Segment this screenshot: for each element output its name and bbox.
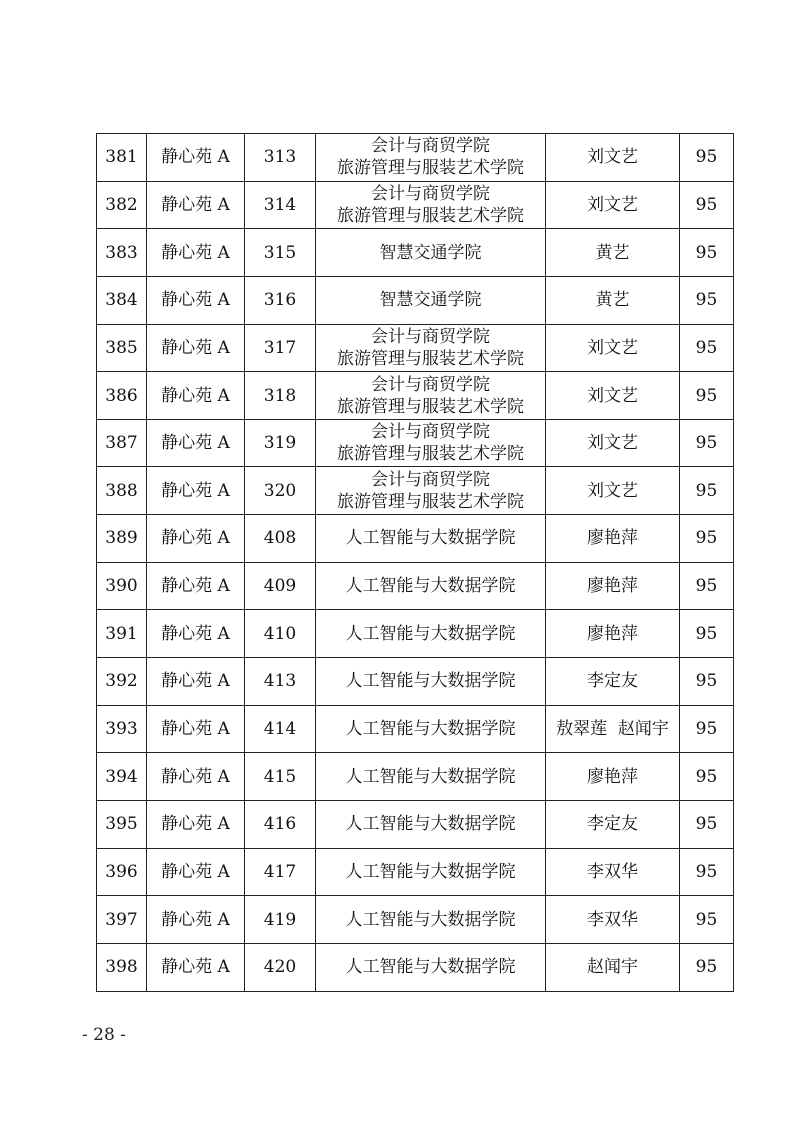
responsible-person-cell: 刘文艺: [546, 324, 680, 372]
college-cell: [316, 515, 546, 563]
college-name: 人工智能与大数据学院: [345, 623, 516, 644]
room-number-cell: 318: [245, 372, 316, 420]
responsible-person-cell: 李定友: [546, 800, 680, 848]
room-number-cell: 420: [245, 943, 316, 991]
room-number-cell: 410: [245, 610, 316, 658]
score-cell: 95: [680, 276, 734, 324]
building-cell: 静心苑 A: [147, 562, 245, 610]
college-name: 人工智能与大数据学院: [345, 861, 516, 882]
room-number-cell: 314: [245, 181, 316, 229]
college-cell: [316, 467, 546, 515]
building-cell: 静心苑 A: [147, 419, 245, 467]
table-row: [97, 610, 734, 658]
building-cell: 静心苑 A: [147, 372, 245, 420]
table-row: [97, 515, 734, 563]
row-number-cell: 386: [97, 372, 147, 420]
college-name: 旅游管理与服装艺术学院: [337, 491, 524, 512]
room-number-cell: 414: [245, 705, 316, 753]
responsible-person-cell: 廖艳萍: [546, 515, 680, 563]
score-cell: 95: [680, 372, 734, 420]
room-number-cell: 416: [245, 800, 316, 848]
building-cell: 静心苑 A: [147, 896, 245, 944]
responsible-person-cell: 黄艺: [546, 229, 680, 277]
college-name: 旅游管理与服装艺术学院: [337, 444, 524, 465]
college-cell: [316, 324, 546, 372]
score-cell: 95: [680, 658, 734, 706]
table-row: [97, 848, 734, 896]
building-cell: 静心苑 A: [147, 134, 245, 182]
table-row: [97, 134, 734, 182]
responsible-person-cell: 刘文艺: [546, 134, 680, 182]
table-row: [97, 467, 734, 515]
college-name: 人工智能与大数据学院: [345, 909, 516, 930]
responsible-person-cell: 廖艳萍: [546, 753, 680, 801]
row-number-cell: 398: [97, 943, 147, 991]
table-row: [97, 229, 734, 277]
room-number-cell: 413: [245, 658, 316, 706]
responsible-person-cell: 黄艺: [546, 276, 680, 324]
table-row: [97, 658, 734, 706]
building-cell: 静心苑 A: [147, 324, 245, 372]
responsible-person-cell: 廖艳萍: [546, 610, 680, 658]
college-name: 智慧交通学院: [379, 242, 482, 263]
score-cell: 95: [680, 515, 734, 563]
college-name: 会计与商贸学院: [371, 136, 490, 157]
responsible-person-cell: 刘文艺: [546, 372, 680, 420]
table-row: [97, 943, 734, 991]
college-name: 会计与商贸学院: [371, 422, 490, 443]
room-number-cell: 315: [245, 229, 316, 277]
college-cell: [316, 848, 546, 896]
score-cell: 95: [680, 419, 734, 467]
score-cell: 95: [680, 134, 734, 182]
score-cell: 95: [680, 562, 734, 610]
building-cell: 静心苑 A: [147, 610, 245, 658]
building-cell: 静心苑 A: [147, 705, 245, 753]
responsible-person-cell: 李定友: [546, 658, 680, 706]
score-cell: 95: [680, 324, 734, 372]
college-cell: [316, 276, 546, 324]
responsible-person-cell: 刘文艺: [546, 181, 680, 229]
college-name: 人工智能与大数据学院: [345, 957, 516, 978]
college-cell: [316, 705, 546, 753]
score-cell: 95: [680, 800, 734, 848]
college-cell: [316, 134, 546, 182]
row-number-cell: 382: [97, 181, 147, 229]
table-row: [97, 276, 734, 324]
college-name: 人工智能与大数据学院: [345, 814, 516, 835]
college-cell: [316, 800, 546, 848]
row-number-cell: 385: [97, 324, 147, 372]
college-cell: [316, 229, 546, 277]
college-name: 旅游管理与服装艺术学院: [337, 158, 524, 179]
college-cell: [316, 181, 546, 229]
score-cell: 95: [680, 848, 734, 896]
college-cell: [316, 372, 546, 420]
row-number-cell: 389: [97, 515, 147, 563]
table-row: [97, 800, 734, 848]
building-cell: 静心苑 A: [147, 658, 245, 706]
college-name: 人工智能与大数据学院: [345, 719, 516, 739]
table-row: [97, 896, 734, 944]
room-number-cell: 316: [245, 276, 316, 324]
score-cell: 95: [680, 943, 734, 991]
building-cell: 静心苑 A: [147, 800, 245, 848]
college-name: 会计与商贸学院: [371, 469, 490, 490]
score-cell: 95: [680, 896, 734, 944]
row-number-cell: 387: [97, 419, 147, 467]
score-cell: 95: [680, 229, 734, 277]
row-number-cell: 381: [97, 134, 147, 182]
table-row: [97, 753, 734, 801]
table-row: [97, 419, 734, 467]
table-row: [97, 562, 734, 610]
score-cell: 95: [680, 610, 734, 658]
responsible-person-cell: 李双华: [546, 848, 680, 896]
college-name: 旅游管理与服装艺术学院: [337, 348, 524, 369]
room-number-cell: 409: [245, 562, 316, 610]
room-number-cell: 313: [245, 134, 316, 182]
college-name: 人工智能与大数据学院: [345, 528, 516, 549]
row-number-cell: 390: [97, 562, 147, 610]
score-cell: 95: [680, 705, 734, 753]
college-cell: [316, 896, 546, 944]
score-cell: 95: [680, 753, 734, 801]
college-name: 会计与商贸学院: [371, 183, 490, 204]
building-cell: 静心苑 A: [147, 943, 245, 991]
college-name: 会计与商贸学院: [371, 326, 490, 347]
college-cell: [316, 419, 546, 467]
building-cell: 静心苑 A: [147, 753, 245, 801]
college-name: 旅游管理与服装艺术学院: [337, 205, 524, 226]
row-number-cell: 383: [97, 229, 147, 277]
building-cell: 静心苑 A: [147, 467, 245, 515]
row-number-cell: 393: [97, 705, 147, 753]
college-name: 人工智能与大数据学院: [345, 576, 516, 597]
row-number-cell: 395: [97, 800, 147, 848]
row-number-cell: 397: [97, 896, 147, 944]
college-name: 人工智能与大数据学院: [345, 766, 516, 787]
row-number-cell: 391: [97, 610, 147, 658]
college-cell: [316, 658, 546, 706]
college-cell: [316, 562, 546, 610]
college-cell: [316, 610, 546, 658]
responsible-person-cell: 敖翠莲 赵闻宇: [546, 705, 680, 753]
dormitory-score-table: [96, 133, 734, 992]
responsible-person-cell: 刘文艺: [546, 419, 680, 467]
building-cell: 静心苑 A: [147, 848, 245, 896]
college-name: 会计与商贸学院: [371, 374, 490, 395]
building-cell: 静心苑 A: [147, 229, 245, 277]
room-number-cell: 408: [245, 515, 316, 563]
row-number-cell: 388: [97, 467, 147, 515]
score-cell: 95: [680, 181, 734, 229]
room-number-cell: 415: [245, 753, 316, 801]
table-row: [97, 372, 734, 420]
table-row: [97, 705, 734, 753]
room-number-cell: 419: [245, 896, 316, 944]
room-number-cell: 320: [245, 467, 316, 515]
row-number-cell: 394: [97, 753, 147, 801]
responsible-person-cell: 刘文艺: [546, 467, 680, 515]
room-number-cell: 317: [245, 324, 316, 372]
college-name: 智慧交通学院: [379, 290, 482, 311]
college-cell: [316, 943, 546, 991]
row-number-cell: 392: [97, 658, 147, 706]
page-number: - 28 -: [82, 1025, 126, 1045]
table-row: [97, 324, 734, 372]
college-name: 旅游管理与服装艺术学院: [337, 396, 524, 417]
building-cell: 静心苑 A: [147, 181, 245, 229]
college-name: 人工智能与大数据学院: [345, 671, 516, 692]
row-number-cell: 384: [97, 276, 147, 324]
room-number-cell: 319: [245, 419, 316, 467]
room-number-cell: 417: [245, 848, 316, 896]
building-cell: 静心苑 A: [147, 515, 245, 563]
college-cell: [316, 753, 546, 801]
responsible-person-cell: 廖艳萍: [546, 562, 680, 610]
building-cell: 静心苑 A: [147, 276, 245, 324]
responsible-person-cell: 李双华: [546, 896, 680, 944]
table-row: [97, 181, 734, 229]
score-cell: 95: [680, 467, 734, 515]
row-number-cell: 396: [97, 848, 147, 896]
table-body: [97, 134, 734, 992]
responsible-person-cell: 赵闻宇: [546, 943, 680, 991]
